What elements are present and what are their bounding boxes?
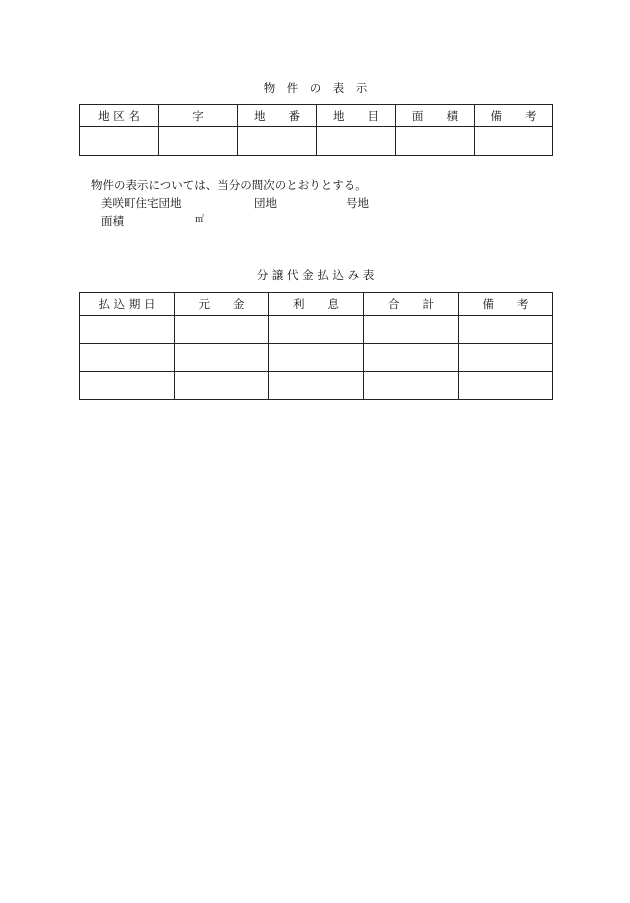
table-cell (364, 344, 459, 372)
header-lot-number: 地 番 (238, 105, 317, 127)
header-principal: 元 金 (175, 293, 269, 316)
header-aza: 字 (159, 105, 238, 127)
area-label: 面積 (101, 214, 124, 228)
payment-table (79, 292, 553, 400)
table-cell (459, 372, 553, 400)
housing-complex-label: 美咲町住宅団地 (101, 196, 182, 210)
property-header-row (80, 105, 553, 127)
table-cell (80, 344, 175, 372)
header-interest: 利 息 (269, 293, 364, 316)
table-cell (269, 344, 364, 372)
header-area: 面 積 (396, 105, 475, 127)
table-cell (364, 316, 459, 344)
property-note: 物件の表示については、当分の間次のとおりとする。 (91, 178, 367, 192)
table-cell (475, 127, 553, 156)
table-row (80, 127, 553, 156)
table-cell (238, 127, 317, 156)
table-cell (175, 316, 269, 344)
table-cell (159, 127, 238, 156)
table-cell (459, 316, 553, 344)
table-cell (459, 344, 553, 372)
table-row (80, 372, 553, 400)
header-land-category: 地 目 (317, 105, 396, 127)
table-cell (175, 372, 269, 400)
danchi-label: 団地 (254, 196, 277, 210)
header-payment-date: 払 込 期 日 (80, 293, 175, 316)
property-table (79, 104, 553, 156)
header-remarks: 備 考 (475, 105, 553, 127)
payment-header-row (80, 293, 553, 316)
header-district-name: 地 区 名 (80, 105, 159, 127)
table-row (80, 344, 553, 372)
header-remarks: 備 考 (459, 293, 553, 316)
lot-number-label: 号地 (346, 196, 369, 210)
table-cell (80, 127, 159, 156)
payment-schedule-title: 分 譲 代 金 払 込 み 表 (256, 268, 375, 282)
table-cell (364, 372, 459, 400)
table-cell (396, 127, 475, 156)
table-cell (269, 316, 364, 344)
property-title: 物 件 の 表 示 (263, 81, 368, 95)
table-cell (269, 372, 364, 400)
table-cell (175, 344, 269, 372)
table-cell (317, 127, 396, 156)
table-cell (80, 316, 175, 344)
table-cell (80, 372, 175, 400)
square-meter-unit: ㎡ (195, 215, 205, 225)
header-total: 合 計 (364, 293, 459, 316)
table-row (80, 316, 553, 344)
